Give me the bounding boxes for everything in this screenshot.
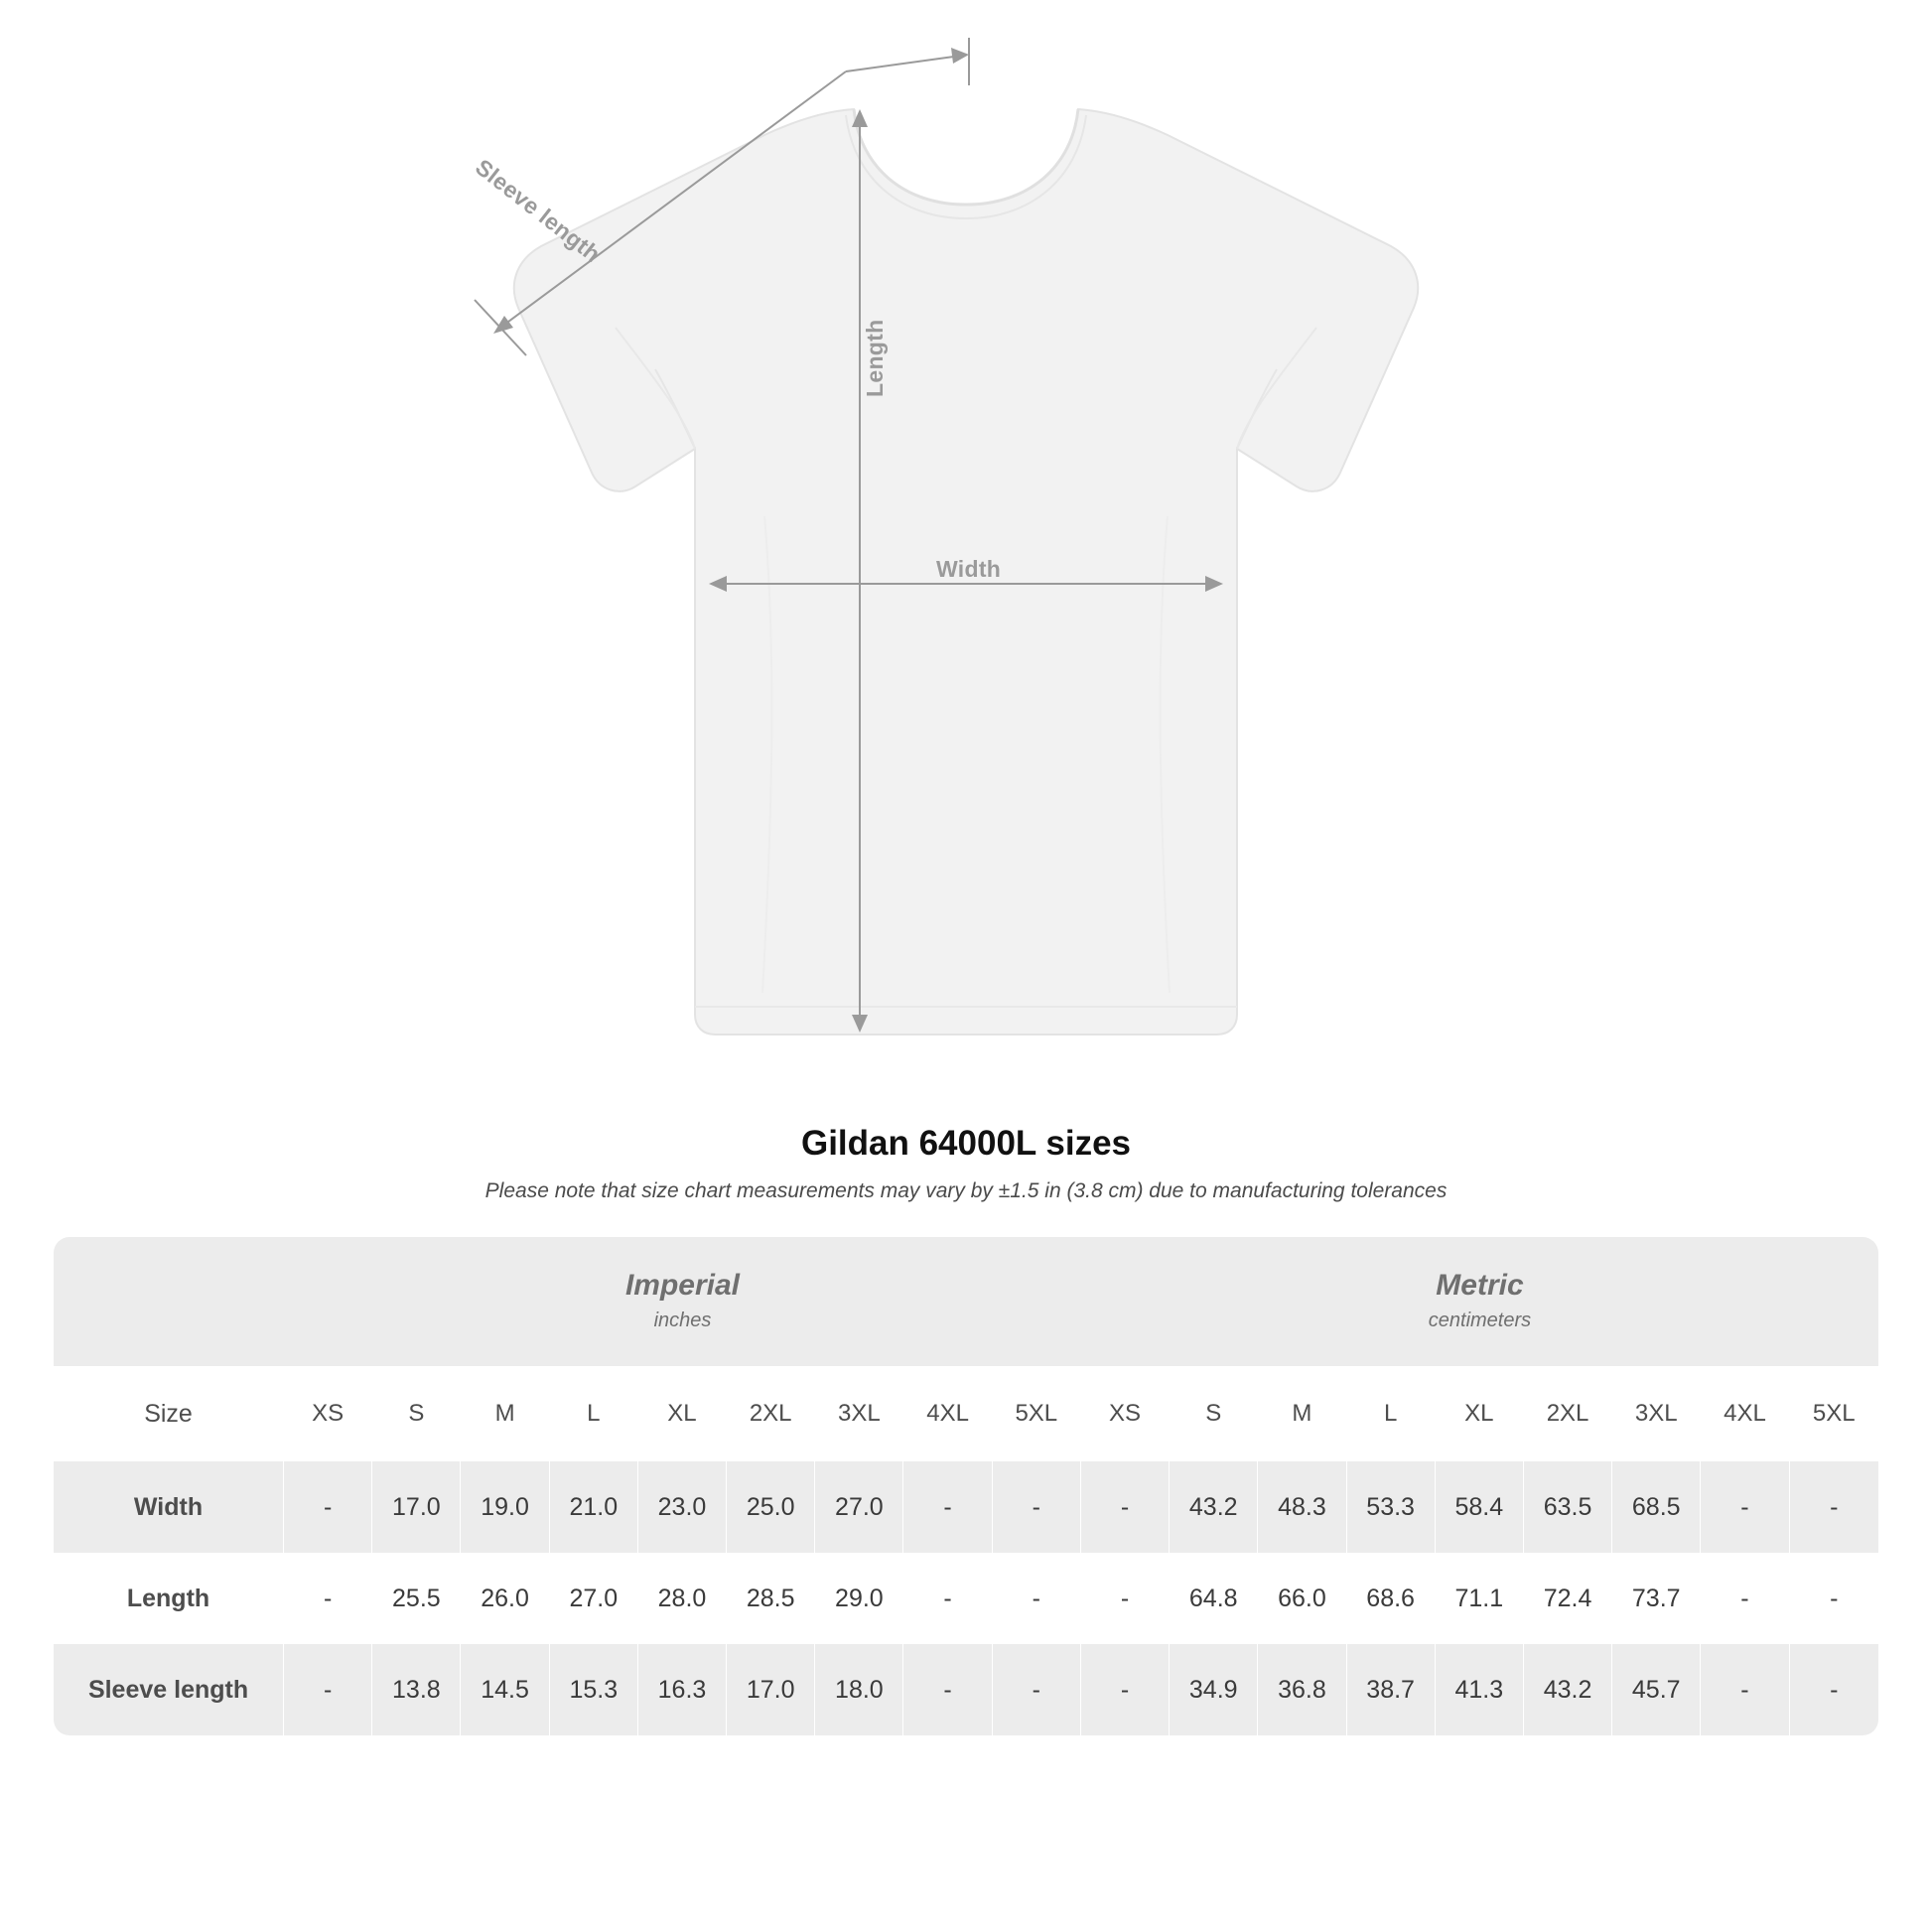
size-col-header: 3XL <box>1612 1366 1701 1461</box>
cell-length: 64.8 <box>1170 1553 1258 1644</box>
row-header-length: Length <box>54 1553 284 1644</box>
cell-length: 72.4 <box>1524 1553 1612 1644</box>
cell-width: 63.5 <box>1524 1461 1612 1553</box>
size-col-header: XS <box>284 1366 372 1461</box>
sleeve-length-dimension-label: Sleeve length <box>470 154 606 268</box>
width-dimension-label: Width <box>936 556 1002 582</box>
size-col-header: L <box>1347 1366 1436 1461</box>
unit-group-metric-sub: centimeters <box>1428 1309 1532 1331</box>
cell-length: 66.0 <box>1258 1553 1346 1644</box>
page-title: Gildan 64000L sizes <box>800 1124 1132 1163</box>
unit-header-spacer <box>54 1237 284 1366</box>
cell-length: - <box>284 1553 372 1644</box>
cell-length: 25.5 <box>372 1553 461 1644</box>
size-col-header: 4XL <box>903 1366 992 1461</box>
size-col-header: 3XL <box>815 1366 903 1461</box>
size-col-header: M <box>461 1366 549 1461</box>
size-chart-table <box>54 1237 1878 1735</box>
cell-width: 27.0 <box>815 1461 903 1553</box>
cell-width: 43.2 <box>1170 1461 1258 1553</box>
size-header-row <box>54 1366 1878 1461</box>
row-header-sleeve-length: Sleeve length <box>54 1644 284 1735</box>
cell-sleeve-length: 43.2 <box>1524 1644 1612 1735</box>
size-col-header: 2XL <box>1524 1366 1612 1461</box>
row-header-width: Width <box>54 1461 284 1553</box>
cell-length: 26.0 <box>461 1553 549 1644</box>
size-chart-table-wrapper <box>54 1237 1878 1735</box>
cell-width: - <box>1790 1461 1878 1553</box>
cell-length: 28.5 <box>727 1553 815 1644</box>
cell-length: 71.1 <box>1436 1553 1524 1644</box>
size-col-header: S <box>372 1366 461 1461</box>
cell-length: - <box>903 1553 992 1644</box>
cell-sleeve-length: 45.7 <box>1612 1644 1701 1735</box>
table-row <box>54 1644 1878 1735</box>
cell-sleeve-length: - <box>1790 1644 1878 1735</box>
cell-width: - <box>903 1461 992 1553</box>
cell-width: 48.3 <box>1258 1461 1346 1553</box>
cell-sleeve-length: 38.7 <box>1347 1644 1436 1735</box>
cell-sleeve-length: 41.3 <box>1436 1644 1524 1735</box>
size-col-header: 4XL <box>1701 1366 1789 1461</box>
cell-length: 28.0 <box>638 1553 727 1644</box>
cell-width: 19.0 <box>461 1461 549 1553</box>
size-col-header: XL <box>638 1366 727 1461</box>
size-col-header: XL <box>1436 1366 1524 1461</box>
row-header-size: Size <box>54 1366 284 1461</box>
cell-width: 68.5 <box>1612 1461 1701 1553</box>
cell-length: - <box>1790 1553 1878 1644</box>
cell-sleeve-length: 17.0 <box>727 1644 815 1735</box>
cell-length: - <box>1081 1553 1170 1644</box>
unit-group-imperial-sub: inches <box>653 1309 712 1331</box>
cell-width: 17.0 <box>372 1461 461 1553</box>
length-dimension-label: Length <box>862 319 888 397</box>
cell-width: - <box>993 1461 1081 1553</box>
table-row <box>54 1553 1878 1644</box>
unit-group-metric-name: Metric <box>1436 1269 1524 1303</box>
size-col-header: 5XL <box>1790 1366 1878 1461</box>
cell-sleeve-length: 18.0 <box>815 1644 903 1735</box>
cell-width: - <box>284 1461 372 1553</box>
unit-group-imperial-name: Imperial <box>624 1269 741 1303</box>
cell-length: 68.6 <box>1347 1553 1436 1644</box>
cell-sleeve-length: 13.8 <box>372 1644 461 1735</box>
title-block <box>0 1124 1932 1203</box>
cell-length: 29.0 <box>815 1553 903 1644</box>
cell-sleeve-length: 34.9 <box>1170 1644 1258 1735</box>
cell-length: - <box>993 1553 1081 1644</box>
cell-width: 21.0 <box>550 1461 638 1553</box>
cell-width: - <box>1701 1461 1789 1553</box>
size-col-header: L <box>550 1366 638 1461</box>
cell-length: 27.0 <box>550 1553 638 1644</box>
size-col-header: XS <box>1081 1366 1170 1461</box>
size-col-header: 5XL <box>993 1366 1081 1461</box>
cell-length: 73.7 <box>1612 1553 1701 1644</box>
cell-sleeve-length: 16.3 <box>638 1644 727 1735</box>
unit-header-row <box>54 1237 1878 1366</box>
cell-length: - <box>1701 1553 1789 1644</box>
unit-group-imperial <box>284 1237 1081 1366</box>
size-col-header: S <box>1170 1366 1258 1461</box>
cell-width: 53.3 <box>1347 1461 1436 1553</box>
cell-width: 25.0 <box>727 1461 815 1553</box>
cell-width: - <box>1081 1461 1170 1553</box>
cell-sleeve-length: 15.3 <box>550 1644 638 1735</box>
cell-width: 23.0 <box>638 1461 727 1553</box>
cell-sleeve-length: 36.8 <box>1258 1644 1346 1735</box>
tolerance-note: Please note that size chart measurements may vary by ±1.5 in (3.8 cm) due to manufacturing tolerances <box>484 1179 1448 1202</box>
table-row <box>54 1461 1878 1553</box>
size-col-header: M <box>1258 1366 1346 1461</box>
unit-group-metric <box>1081 1237 1878 1366</box>
cell-sleeve-length: 14.5 <box>461 1644 549 1735</box>
cell-width: 58.4 <box>1436 1461 1524 1553</box>
cell-sleeve-length: - <box>284 1644 372 1735</box>
cell-sleeve-length: - <box>1701 1644 1789 1735</box>
size-col-header: 2XL <box>727 1366 815 1461</box>
cell-sleeve-length: - <box>993 1644 1081 1735</box>
cell-sleeve-length: - <box>903 1644 992 1735</box>
cell-sleeve-length: - <box>1081 1644 1170 1735</box>
